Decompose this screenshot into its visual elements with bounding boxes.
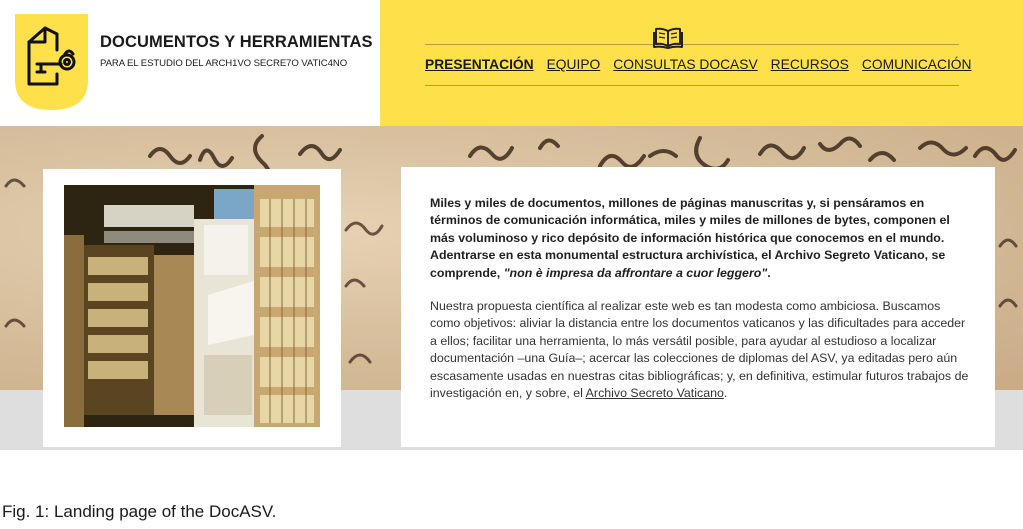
intro-text-card: [401, 167, 995, 447]
open-book-icon: [653, 27, 683, 49]
nav-item-recursos[interactable]: RECURSOS: [770, 57, 849, 72]
site-title[interactable]: DOCUMENTOS Y HERRAMIENTAS: [100, 33, 373, 51]
lead-end: .: [767, 265, 771, 280]
nav-item-comunicacion[interactable]: COMUNICACIÓN: [861, 57, 972, 72]
figure-caption: Fig. 1: Landing page of the DocASV.: [2, 502, 277, 521]
body-text: Nuestra propuesta científica al realizar este web es tan modesta como ambiciosa. Buscamos como objetivos: aliviar la distancia entre los documentos vaticanos y las dificultades para acceder a ellos; facilitar una herramienta, lo más versátil posible, para ayudar al estudioso a localizar documentación –una Guía–; acercar las colecciones de diplomas del ASV, ya editadas pero aún escasamente usadas en nuestras citas bibliográficas; y, en definitiva, estimular futuros trabajos de investigación en, y sobre, el: [430, 299, 969, 401]
nav-item-presentacion[interactable]: PRESENTACIÓN: [425, 57, 534, 72]
nav-top-rule: [425, 44, 959, 45]
main-nav: [425, 57, 971, 72]
lead-quote: "non è impresa da affrontare a cuor leggero": [503, 265, 768, 280]
site-subtitle: PARA EL ESTUDIO DEL ARCH1VO SECRE7O VATIC4NO: [100, 58, 348, 69]
lead-text: Miles y miles de documentos, millones de páginas manuscritas y, si pensáramos en términos de comunicación informática, miles y miles de millones de bytes, componen el más voluminoso y rico depósito de información histórica que conocemos en el mundo. Adentrarse en esta monumental estructura archivística, el Archivo Segreto Vaticano, se comprende,: [430, 196, 950, 280]
photo-card: [43, 169, 341, 447]
intro-lead-paragraph: [430, 195, 970, 282]
nav-item-equipo[interactable]: EQUIPO: [546, 57, 601, 72]
archivo-secreto-vaticano-link[interactable]: Archivo Secreto Vaticano: [585, 386, 724, 401]
key-document-logo-icon[interactable]: [15, 14, 88, 110]
nav-item-consultas-docasv[interactable]: CONSULTAS DOCASV: [613, 57, 758, 72]
nav-bottom-rule: [425, 85, 959, 86]
body-end: .: [723, 386, 728, 401]
logo-area: [0, 0, 380, 126]
navigation-bar: [380, 0, 1023, 126]
intro-body-paragraph: [430, 298, 970, 402]
archive-shelves-photo: [64, 185, 320, 427]
